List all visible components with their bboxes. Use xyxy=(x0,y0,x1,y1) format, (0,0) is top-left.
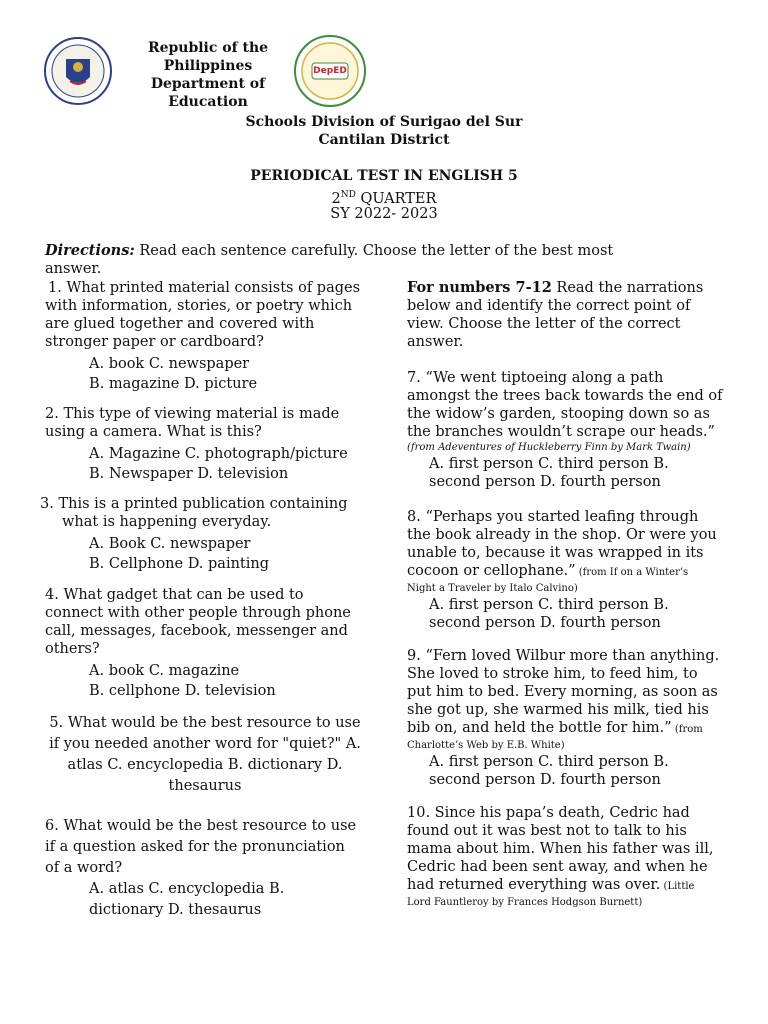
q6-options-2: dictionary D. thesaurus xyxy=(89,902,262,918)
question-2 xyxy=(45,405,390,483)
q8-source-b: Night a Traveler by Italo Calvino) xyxy=(407,583,578,594)
q2-options-1: A. Magazine C. photograph/picture xyxy=(89,446,348,462)
q6-options-1: A. atlas C. encyclopedia B. xyxy=(89,881,285,897)
q1-line-2: with information, stories, or poetry which xyxy=(45,298,353,314)
q7-line-4: the branches wouldn’t scrape our heads.” xyxy=(407,424,715,440)
q6-line-3: of a word? xyxy=(45,860,123,876)
question-5 xyxy=(45,713,365,797)
q5-line-4: thesaurus xyxy=(168,778,242,794)
question-8 xyxy=(407,508,742,632)
q3-options-1: A. Book C. newspaper xyxy=(89,536,251,552)
directions-text: Read each sentence carefully. Choose the letter of the best most xyxy=(134,243,614,259)
question-3 xyxy=(40,495,390,573)
q1-line-4: stronger paper or cardboard? xyxy=(45,334,264,350)
q9-options-1: A. first person C. third person B. xyxy=(429,754,669,770)
quarter-word: QUARTER xyxy=(355,190,437,207)
q9-line-4: she got up, she warmed his milk, tied his xyxy=(407,702,709,718)
directions xyxy=(45,242,725,278)
q4-options-1: A. book C. magazine xyxy=(89,663,240,679)
republic-header xyxy=(128,39,288,111)
q2-options-2: B. Newspaper D. television xyxy=(89,466,289,482)
q7-options-2: second person D. fourth person xyxy=(429,474,661,490)
q10-line-3: mama about him. When his father was ill, xyxy=(407,841,714,857)
q10-source-b: Lord Fauntleroy by Frances Hodgson Burnett) xyxy=(407,897,643,908)
directions-label: Directions: xyxy=(45,242,135,259)
deped-logo-icon xyxy=(294,35,366,107)
q6-line-2: if a question asked for the pronunciation xyxy=(45,839,345,855)
q10-line-1: 10. Since his papa’s death, Cedric had xyxy=(407,805,690,821)
district-title: Cantilan District xyxy=(318,132,450,148)
intro-line-2: below and identify the correct point of xyxy=(407,298,691,314)
q8-line-2: the book already in the shop. Or were you xyxy=(407,527,717,543)
quarter-number: 2 xyxy=(331,190,341,207)
q5-line-3: atlas C. encyclopedia B. dictionary D. xyxy=(67,757,343,773)
directions-text-2: answer. xyxy=(45,261,102,277)
q9-line-2: She loved to stroke him, to feed him, to xyxy=(407,666,698,682)
intro-line-3: view. Choose the letter of the correct xyxy=(407,316,681,332)
question-9 xyxy=(407,647,742,789)
q8-line-4: cocoon or cellophane.” xyxy=(407,563,576,579)
division-title: Schools Division of Surigao del Sur xyxy=(245,114,523,130)
q6-line-1: 6. What would be the best resource to use xyxy=(45,818,357,834)
q8-options-2: second person D. fourth person xyxy=(429,615,661,631)
q5-line-2: if you needed another word for "quiet?" A. xyxy=(49,736,361,752)
deped-seal-icon xyxy=(44,37,112,105)
deped-logo-text: DepED xyxy=(313,66,347,76)
q8-line-1: 8. “Perhaps you started leafing through xyxy=(407,509,699,525)
school-year: SY 2022- 2023 xyxy=(330,206,438,222)
q10-line-2: found out it was best not to talk to his xyxy=(407,823,687,839)
question-7 xyxy=(407,369,742,491)
q3-line-2: what is happening everyday. xyxy=(62,514,272,530)
question-6 xyxy=(45,816,390,921)
q9-source-b: Charlotte’s Web by E.B. White) xyxy=(407,740,565,751)
intro-line-4: answer. xyxy=(407,334,464,350)
q1-options-1: A. book C. newspaper xyxy=(89,356,250,372)
republic-line-4: Education xyxy=(168,94,248,110)
republic-line-3: Department of xyxy=(150,76,266,92)
q1-line-3: are glued together and covered with xyxy=(45,316,315,332)
q10-source-a: (Little xyxy=(660,881,695,892)
q4-line-3: call, messages, facebook, messenger and xyxy=(45,623,348,639)
q3-line-1: 3. This is a printed publication containing xyxy=(40,496,348,512)
q10-line-5: had returned everything was over. xyxy=(407,877,661,893)
q8-options-1: A. first person C. third person B. xyxy=(429,597,669,613)
q7-source: (from Adeventures of Huckleberry Finn by Mark Twain) xyxy=(407,442,691,453)
quarter-superscript: ND xyxy=(340,190,356,200)
q2-line-1: 2. This type of viewing material is made xyxy=(45,406,340,422)
q9-source-a: (from xyxy=(671,724,703,735)
q1-line-1: 1. What printed material consists of pages xyxy=(48,280,361,296)
q9-options-2: second person D. fourth person xyxy=(429,772,661,788)
question-4 xyxy=(45,586,390,700)
section-intro xyxy=(407,279,737,351)
q10-line-4: Cedric had been sent away, and when he xyxy=(407,859,708,875)
q7-line-3: the widow’s garden, stooping down so as xyxy=(407,406,710,422)
intro-line-1-rest: Read the narrations xyxy=(551,280,704,296)
q4-options-2: B. cellphone D. television xyxy=(89,683,276,699)
q9-line-1: 9. “Fern loved Wilbur more than anything. xyxy=(407,648,720,664)
question-1 xyxy=(45,279,390,393)
q7-options-1: A. first person C. third person B. xyxy=(429,456,669,472)
question-10 xyxy=(407,804,742,910)
q4-line-1: 4. What gadget that can be used to xyxy=(45,587,304,603)
q1-options-2: B. magazine D. picture xyxy=(89,376,258,392)
republic-line-2: Philippines xyxy=(163,58,253,74)
q3-options-2: B. Cellphone D. painting xyxy=(89,556,270,572)
q4-line-4: others? xyxy=(45,641,100,657)
intro-bold: For numbers 7-12 xyxy=(407,279,552,296)
q9-line-3: put him to bed. Every morning, as soon as xyxy=(407,684,718,700)
q8-line-3: unable to, because it was wrapped in its xyxy=(407,545,704,561)
q7-line-1: 7. “We went tiptoeing along a path xyxy=(407,370,664,386)
q5-line-1: 5. What would be the best resource to use xyxy=(49,715,361,731)
q2-line-2: using a camera. What is this? xyxy=(45,424,262,440)
q8-source-a: (from If on a Winter’s xyxy=(575,567,689,578)
republic-line-1: Republic of the xyxy=(147,40,269,56)
q7-line-2: amongst the trees back towards the end of xyxy=(407,388,723,404)
q4-line-2: connect with other people through phone xyxy=(45,605,351,621)
test-title: PERIODICAL TEST IN ENGLISH 5 xyxy=(250,168,518,184)
q9-line-5: bib on, and held the bottle for him.” xyxy=(407,720,672,736)
